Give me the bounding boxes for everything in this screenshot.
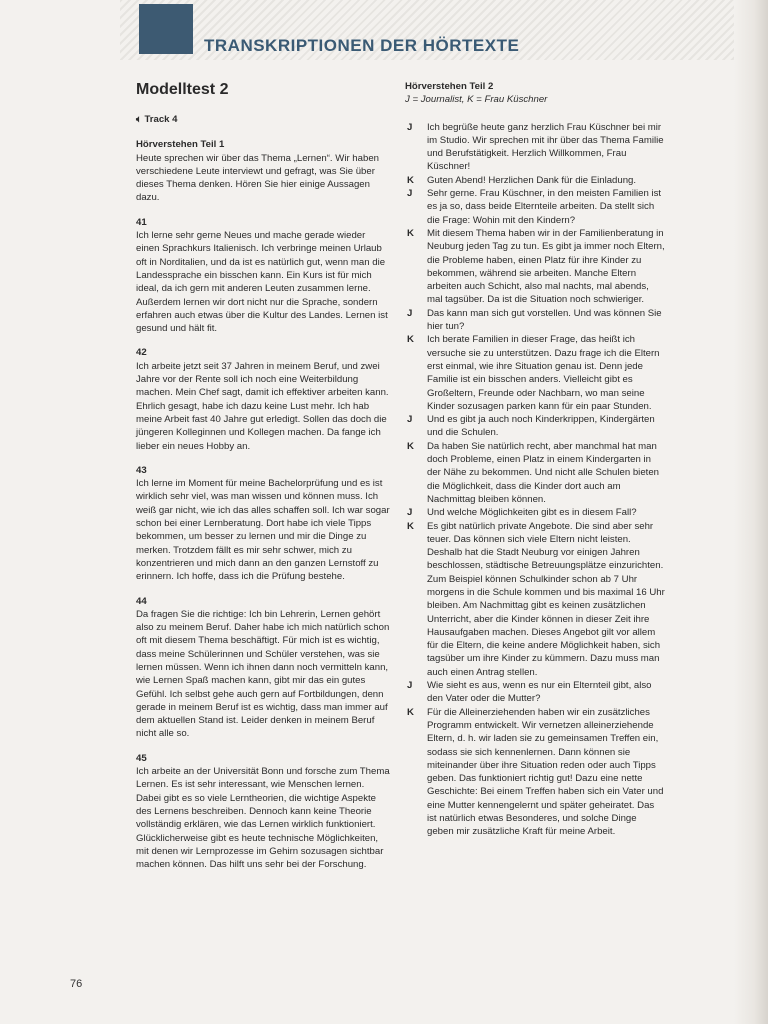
speaker-label: K	[407, 440, 414, 452]
dialog-line	[405, 706, 665, 839]
utterance: Für die Alleinerziehenden haben wir ein zusätzliches Programm entwickelt. Wir vernetzen alleinerziehende Eltern, d. h. wir laden sie zu gemeinsamen Treffen ein, sodass sie sich kennenlernen. Dann können sie miteinander über ihre Situation reden oder auch Tipps geben. Das funktioniert richtig gut! Dazu eine nette Geschichte: Bei einem Treffen haben sich ein Vater und eine Mutter kennengelernt und später geheiratet. Das ist natürlich etwas Besonderes, und solche Dinge geben mir zusätzliche Kraft für meine Arbeit.	[427, 706, 664, 838]
item-text: Da fragen Sie die richtige: Ich bin Lehrerin, Lernen gehört also zu meinem Beruf. Daher habe ich mich natürlich schon oft mit diesem Thema beschäftigt. Für mich ist es wichtig, dass meine Schülerinnen und Schüler verstehen, was sie lernen müssen. Wenn ich ihnen dann noch vermitteln kann, wie Lernen Spaß machen kann, gibt mir das ein gutes Gefühl. Ich selbst gehe auch gern auf Fortbildungen, denn gerade in meinem Beruf ist es wichtig, dass man immer auf dem aktuellen Stand ist. Leider denken in meinem Beruf nicht alle so.	[136, 608, 390, 740]
dialog-line	[405, 187, 665, 227]
speaker-label: J	[407, 414, 413, 426]
dialog-line	[405, 307, 665, 334]
utterance: Und welche Möglichkeiten gibt es in diesem Fall?	[427, 507, 637, 519]
speaker-label: J	[407, 121, 413, 133]
utterance: Sehr gerne. Frau Küschner, in den meisten Familien ist es ja so, dass beide Elternteile arbeiten. Da stellt sich die Frage: Wohin mit den Kindern?	[427, 188, 662, 226]
speaker-label: K	[407, 227, 414, 239]
dialog-line	[405, 679, 665, 706]
left-column	[136, 80, 391, 882]
header-color-block	[139, 4, 193, 54]
utterance: Ich berate Familien in dieser Frage, das heißt ich versuche sie zu unterstützen. Dazu frage ich die Eltern erst einmal, wie ihre Situation genau ist. Denn jede Familie ist ein bisschen anders. Vielleicht gibt es Großeltern, Freunde oder Nachbarn, wo man seine Kinder sozusagen parken kann für ein paar Stunden.	[427, 334, 660, 412]
dialog-line	[405, 333, 665, 413]
speaker-label: K	[407, 706, 414, 718]
dialog-line	[405, 174, 665, 187]
dialog-line	[405, 506, 665, 519]
right-column	[405, 80, 665, 839]
dialog-line	[405, 227, 665, 307]
dialog-line	[405, 440, 665, 506]
item-text: Ich lerne sehr gerne Neues und mache gerade wieder einen Sprachkurs Italienisch. Ich verbringe meinen Urlaub oft in Norditalien, und da ist es natürlich gut, wenn man die Landessprache ein bisschen kann. Ein Kurs ist für mich ideal, da ich gern mit anderen Leuten zusammen lerne. Außerdem lernen wir dort nicht nur die Sprache, sondern erfahren auch etwas über die Kultur des Landes. Lernen ist gesund und hält fit.	[136, 230, 388, 335]
item-number: 41	[136, 216, 147, 228]
item-text: Ich arbeite jetzt seit 37 Jahren in meinem Beruf, und zwei Jahre vor der Rente soll ich noch eine Weiterbildung machen. Mein Chef sagt, damit ich effektiver arbeiten kann. Ehrlich gesagt, habe ich dazu keine Lust mehr. Ich hab meine Arbeit fast 40 Jahre gut erledigt. Sollen das doch die jüngeren Kolleginnen und Kollegen machen. Da fange ich lieber ein neues Hobby an.	[136, 360, 389, 452]
page-header-title: TRANSKRIPTIONEN DER HÖRTEXTE	[204, 36, 520, 55]
speaker-label: J	[407, 188, 413, 200]
item-number: 42	[136, 347, 147, 359]
page-number: 76	[70, 978, 83, 990]
item-number: 44	[136, 595, 147, 607]
section-title-part1: Hörverstehen Teil 1	[136, 139, 225, 151]
audio-track	[136, 113, 391, 126]
speaker-icon: 🔈︎	[136, 114, 142, 125]
utterance: Das kann man sich gut vorstellen. Und was können Sie hier tun?	[427, 307, 662, 333]
dialog-line	[405, 413, 665, 440]
intro-text: Heute sprechen wir über das Thema „Lernen“. Wir haben verschiedene Leute interviewt und gefragt, was Sie über dieses Thema denken. Hören Sie hier einige Aussagen dazu.	[136, 152, 379, 204]
item-number: 43	[136, 464, 147, 476]
item-text: Ich arbeite an der Universität Bonn und forsche zum Thema Lernen. Es ist sehr interessant, wie Menschen lernen. Dabei gibt es so viele Lerntheorien, die wichtige Aspekte des Lernens beschreiben. Dennoch kann keine Theorie vollständig erklären, wie das Lernen wirklich funktioniert. Glücklicherweise gibt es heute technische Möglichkeiten, mit denen wir Lernprozesse im Gehirn sozusagen sichtbar machen können. Das hilft uns sehr bei der Forschung.	[136, 766, 390, 871]
utterance: Es gibt natürlich private Angebote. Die sind aber sehr teuer. Das können sich viele Eltern nicht leisten. Deshalb hat die Stadt Neuburg vor einigen Jahren beschlossen, städtische Betreuungsplätze einzurichten. Zum Beispiel können Schulkinder schon ab 7 Uhr morgens in die Schule kommen und bis maximal 16 Uhr bleiben. Am Nachmittag gibt es keinen zusätzlichen Unterricht, aber die Kinder können in dieser Zeit ihre Hausaufgaben machen. Dieses Angebot gilt vor allem für die Eltern, die keine andere Möglichkeit haben, sich tagsüber um ihre Kinder zu kümmern. Dazu muss man auch einen Antrag stellen.	[427, 520, 665, 678]
speaker-legend: J = Journalist, K = Frau Küschner	[405, 94, 548, 106]
speaker-label: K	[407, 520, 414, 532]
utterance: Ich begrüße heute ganz herzlich Frau Küschner bei mir im Studio. Wir sprechen mit ihr über das Thema Familie und Berufstätigkeit. Herzlich Willkommen, Frau Küschner!	[427, 121, 664, 173]
page-edge-shadow	[734, 0, 768, 1024]
speaker-label: K	[407, 334, 414, 346]
speaker-label: J	[407, 680, 413, 692]
dialog	[405, 121, 665, 839]
test-heading: Modelltest 2	[136, 81, 229, 98]
track-label: Track 4	[144, 114, 178, 125]
utterance: Mit diesem Thema haben wir in der Familienberatung in Neuburg jeden Tag zu tun. Es gibt ja immer noch Eltern, die Probleme haben, einen Platz für ihre Kinder zu bekommen, während sie arbeiten. Manche Eltern arbeiten auch Schicht, also mal nachts, mal abends, mal tagsüber. Da ist die Situation noch schwieriger.	[427, 227, 665, 306]
dialog-line	[405, 121, 665, 174]
utterance: Wie sieht es aus, wenn es nur ein Elternteil gibt, also den Vater oder die Mutter?	[427, 680, 652, 705]
utterance: Da haben Sie natürlich recht, aber manchmal hat man doch Probleme, einen Platz in einem Kindergarten in der Nähe zu bekommen. Und nicht alle Schulen bieten die Möglichkeit, dass die Kinder dort auch am Nachmittag bleiben können.	[427, 440, 659, 505]
utterance: Und es gibt ja auch noch Kinderkrippen, Kindergärten und die Schulen.	[427, 414, 655, 439]
section-title-part2: Hörverstehen Teil 2	[405, 81, 494, 92]
item-text: Ich lerne im Moment für meine Bachelorprüfung und es ist wirklich sehr viel, was man wissen und können muss. Ich weiß gar nicht, wie ich das alles schaffen soll. Ich war sogar schon bei einer Lernberatung. Dort habe ich viele Tipps bekommen, um besser zu lernen und mir die Dinge zu merken. Trotzdem fällt es mir sehr schwer, mich zu konzentrieren und mich dann an den ganzen Lernstoff zu erinnern. Ich hoffe, dass ich die Prüfung bestehe.	[136, 478, 390, 583]
item-number: 45	[136, 752, 147, 764]
speaker-label: K	[407, 174, 414, 186]
utterance: Guten Abend! Herzlichen Dank für die Einladung.	[427, 174, 637, 186]
speaker-label: J	[407, 507, 413, 519]
dialog-line	[405, 520, 665, 680]
speaker-label: J	[407, 307, 413, 319]
